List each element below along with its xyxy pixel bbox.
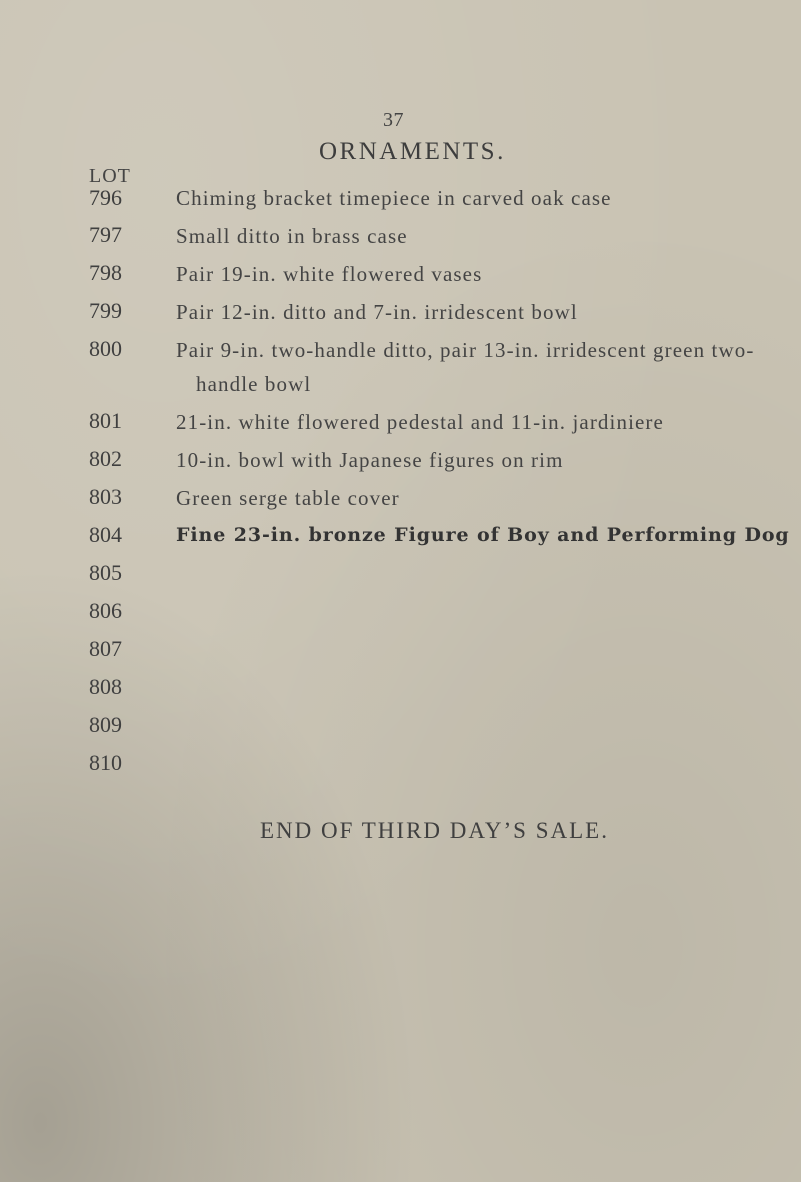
- lot-number-810: 810: [89, 750, 122, 775]
- lot-number-802: 802: [89, 446, 122, 471]
- lot-number-809: 809: [89, 712, 122, 737]
- lot-description-804: Fine 23-in. bronze Figure of Boy and Performing Dog: [176, 524, 790, 546]
- lot-number-798: 798: [89, 260, 122, 285]
- lot-number-807: 807: [89, 636, 122, 661]
- section-title: ORNAMENTS.: [319, 138, 506, 165]
- lot-number-800: 800: [89, 336, 122, 361]
- lot-number-796: 796: [89, 185, 122, 210]
- page-number: 37: [383, 109, 404, 131]
- lot-number-804: 804: [89, 522, 122, 547]
- lot-description-800-continuation: handle bowl: [196, 372, 312, 396]
- lot-number-806: 806: [89, 598, 122, 623]
- lot-number-805: 805: [89, 560, 122, 585]
- lot-number-808: 808: [89, 674, 122, 699]
- lot-description-800: Pair 9-in. two-handle ditto, pair 13-in. irridescent green two-: [176, 338, 755, 362]
- lot-description-801: 21-in. white flowered pedestal and 11-in. jardiniere: [176, 410, 664, 434]
- lot-number-797: 797: [89, 222, 122, 247]
- lot-number-803: 803: [89, 484, 122, 509]
- lot-number-799: 799: [89, 298, 122, 323]
- lot-description-799: Pair 12-in. ditto and 7-in. irridescent bowl: [176, 300, 578, 324]
- lot-description-803: Green serge table cover: [176, 486, 400, 510]
- lot-description-796: Chiming bracket timepiece in carved oak case: [176, 186, 612, 210]
- lot-description-797: Small ditto in brass case: [176, 224, 408, 248]
- lot-number-801: 801: [89, 408, 122, 433]
- lot-column-header: LOT: [89, 165, 131, 187]
- lot-description-798: Pair 19-in. white flowered vases: [176, 262, 483, 286]
- end-of-sale-note: END OF THIRD DAY’S SALE.: [260, 818, 609, 843]
- lot-description-802: 10-in. bowl with Japanese figures on rim: [176, 448, 564, 472]
